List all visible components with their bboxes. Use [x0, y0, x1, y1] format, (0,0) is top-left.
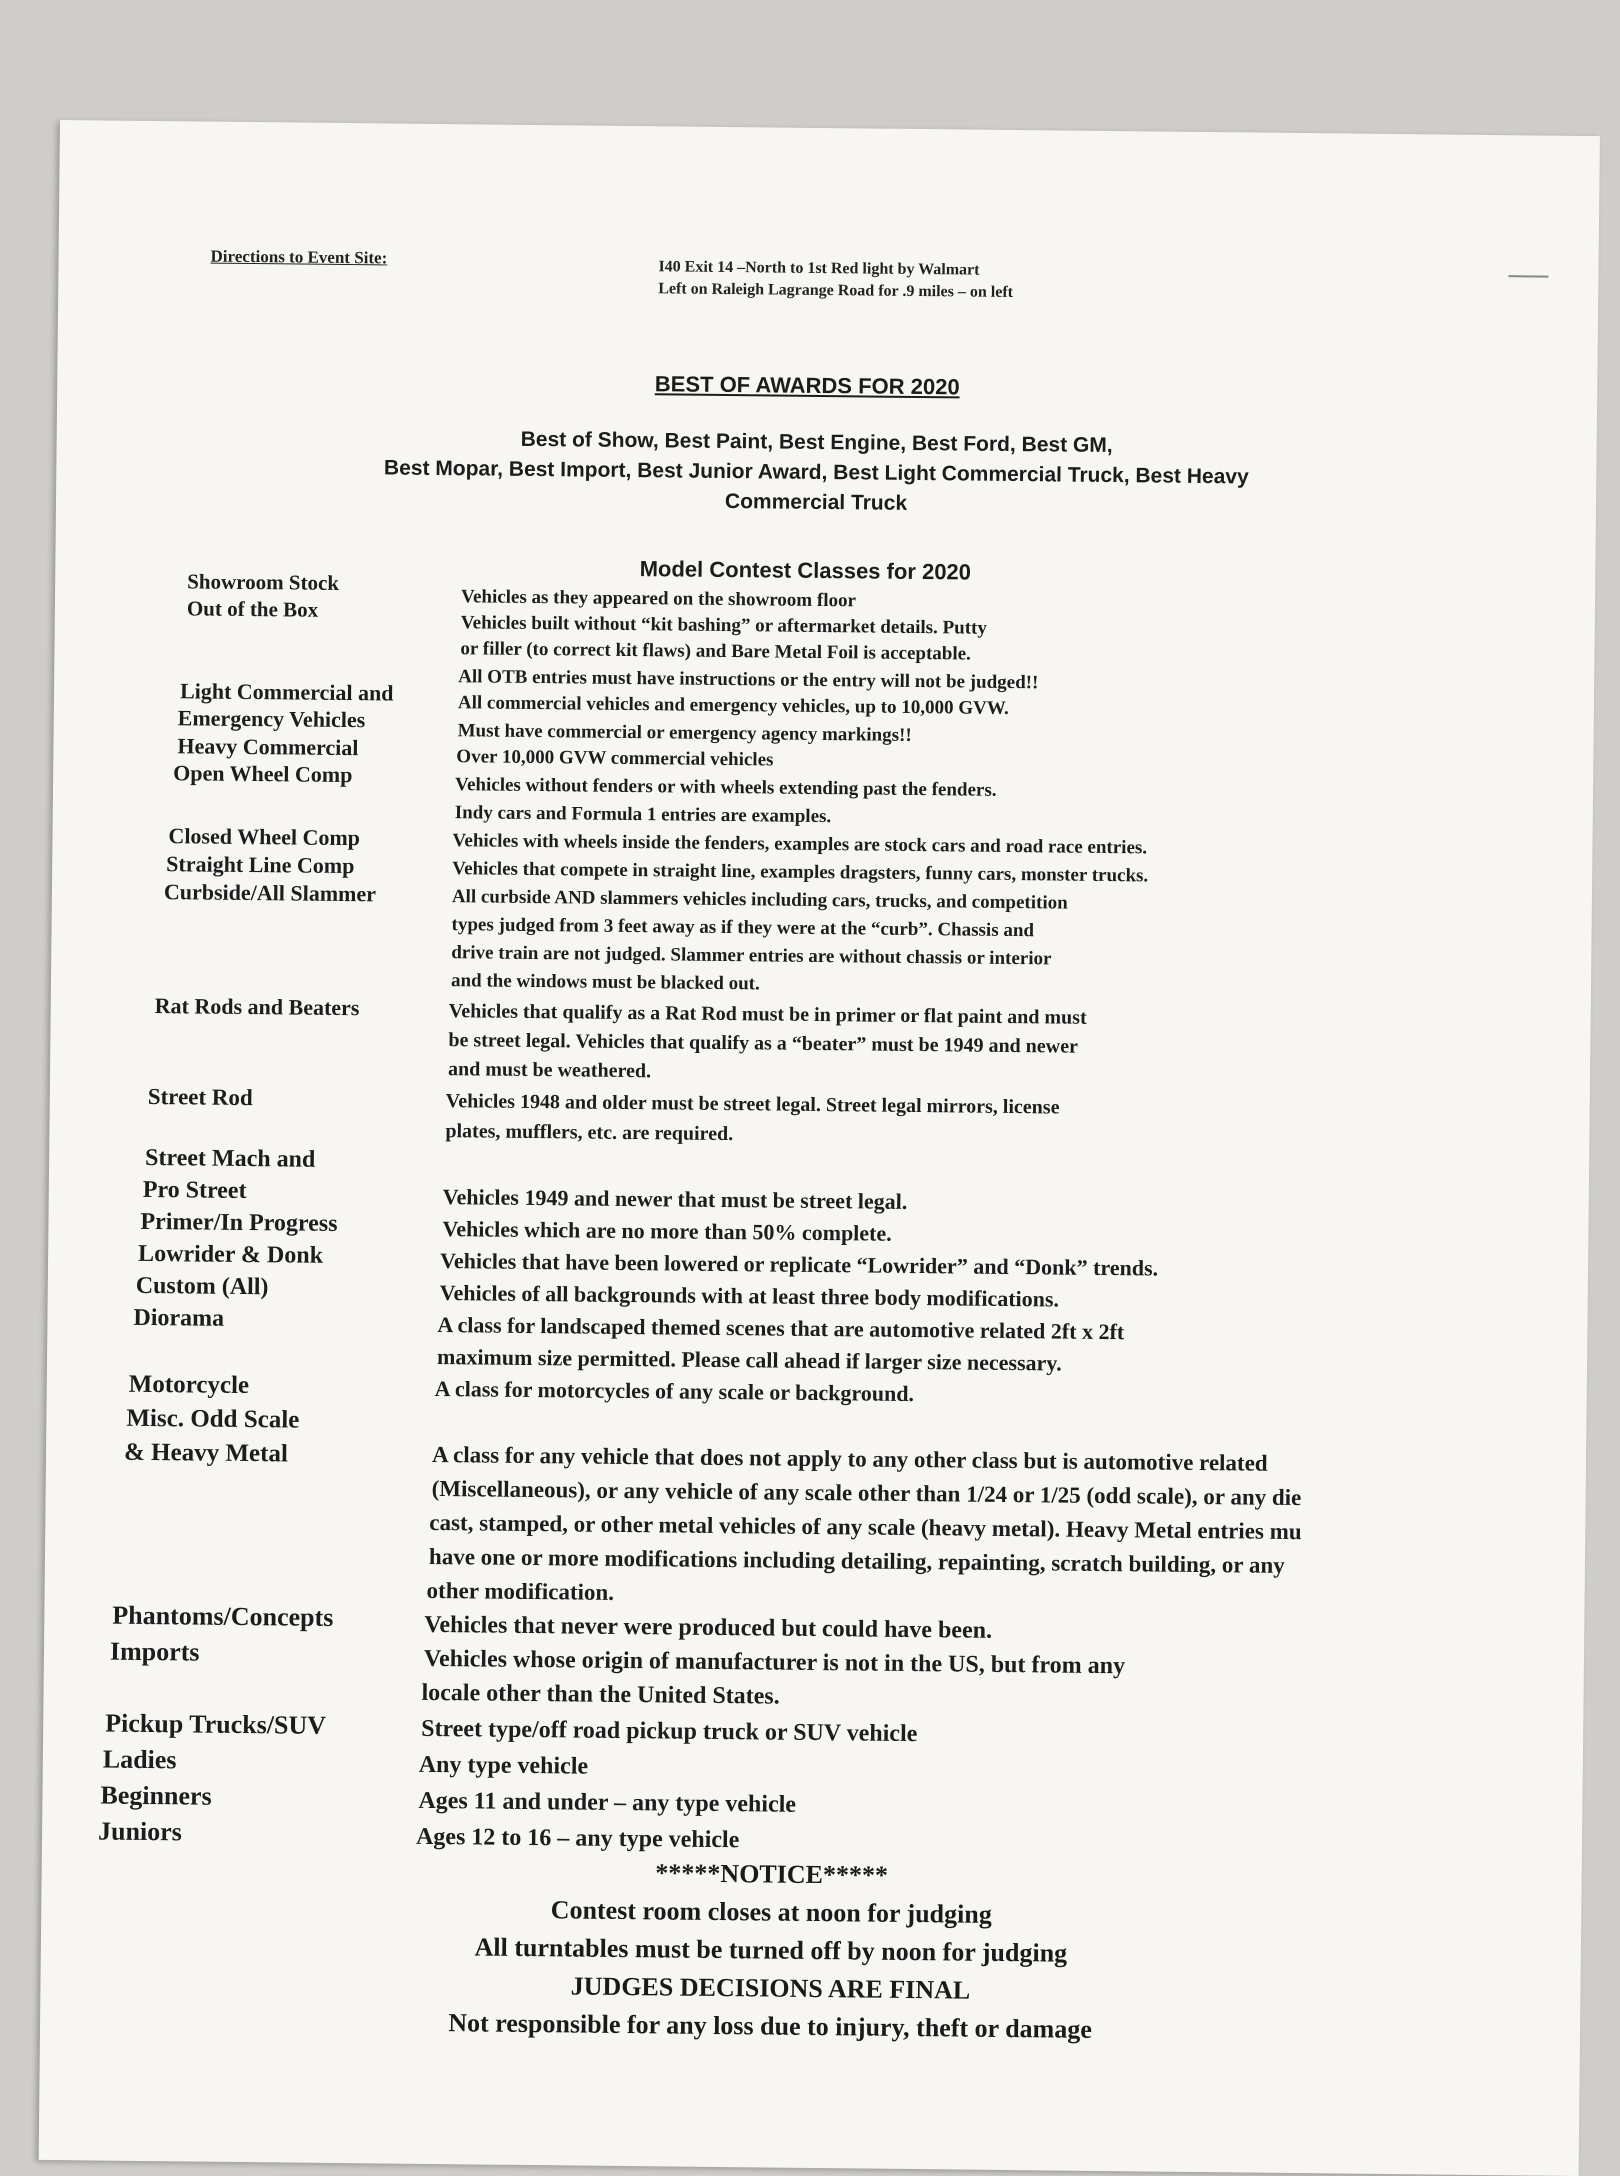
- class-name: Open Wheel Comp: [173, 760, 353, 788]
- directions-line-2: Left on Raleigh Lagrange Road for .9 miles – on left: [658, 280, 1014, 301]
- class-description: drive train are not judged. Slammer entries are without chassis or interior: [451, 942, 1052, 970]
- class-name: Showroom Stock: [187, 569, 340, 595]
- class-description: Vehicles of all backgrounds with at least three body modifications.: [439, 1280, 1060, 1312]
- class-description: Must have commercial or emergency agency markings!!: [457, 720, 912, 746]
- class-name: Primer/In Progress: [140, 1208, 338, 1237]
- directions-line-1: I40 Exit 14 –North to 1st Red light by Walmart: [658, 258, 980, 279]
- class-description: maximum size permitted. Please call ahead if larger size necessary.: [436, 1344, 1062, 1376]
- class-description: Vehicles with wheels inside the fenders, examples are stock cars and road race entries.: [452, 830, 1148, 859]
- class-description: All OTB entries must have instructions or the entry will not be judged!!: [458, 666, 1039, 694]
- class-description: Vehicles whose origin of manufacturer is not in the US, but from any: [423, 1645, 1126, 1680]
- class-description: Vehicles which are no more than 50% complete.: [442, 1216, 892, 1246]
- class-name: Out of the Box: [186, 596, 319, 622]
- class-name: Motorcycle: [128, 1370, 250, 1400]
- class-description: Ages 12 to 16 – any type vehicle: [415, 1823, 740, 1854]
- class-name: Juniors: [97, 1816, 183, 1847]
- class-description: Vehicles that qualify as a Rat Rod must be in primer or flat paint and must: [448, 1000, 1087, 1029]
- class-description: and the windows must be blacked out.: [450, 970, 760, 995]
- class-description: Vehicles without fenders or with wheels extending past the fenders.: [454, 774, 997, 801]
- notice-line-3: JUDGES DECISIONS ARE FINAL: [570, 1971, 971, 2005]
- class-description: (Miscellaneous), or any vehicle of any scale other than 1/24 or 1/25 (odd scale), or any die: [431, 1475, 1302, 1511]
- class-name: Street Rod: [147, 1083, 253, 1111]
- class-description: All commercial vehicles and emergency vehicles, up to 10,000 GVW.: [457, 692, 1009, 719]
- class-name: Emergency Vehicles: [177, 705, 366, 733]
- class-description: Vehicles 1948 and older must be street legal. Street legal mirrors, license: [445, 1090, 1060, 1119]
- class-description: be street legal. Vehicles that qualify as a “beater” must be 1949 and newer: [448, 1029, 1079, 1058]
- class-name: Closed Wheel Comp: [168, 823, 361, 851]
- notice-line-1: Contest room closes at noon for judging: [550, 1895, 992, 1929]
- class-description: Vehicles that compete in straight line, examples dragsters, funny cars, monster trucks.: [452, 858, 1149, 887]
- class-description: A class for motorcycles of any scale or background.: [434, 1375, 915, 1407]
- class-description: All curbside AND slammers vehicles including cars, trucks, and competition: [451, 886, 1068, 914]
- class-name: & Heavy Metal: [123, 1438, 289, 1468]
- class-name: Custom (All): [135, 1272, 269, 1301]
- class-description: Over 10,000 GVW commercial vehicles: [456, 746, 774, 771]
- class-name: Heavy Commercial: [177, 733, 359, 761]
- class-name: Light Commercial and: [179, 678, 394, 706]
- class-name: Curbside/All Slammer: [163, 879, 377, 907]
- class-name: Pickup Trucks/SUV: [105, 1708, 327, 1740]
- class-name: Straight Line Comp: [166, 851, 355, 879]
- awards-title: BEST OF AWARDS FOR 2020: [654, 371, 960, 400]
- class-name: Ladies: [102, 1744, 177, 1775]
- class-description: Vehicles 1949 and newer that must be street legal.: [442, 1184, 908, 1214]
- class-name: Imports: [109, 1636, 200, 1667]
- awards-list: [236, 422, 1397, 524]
- awards-line-3: Commercial Truck: [724, 489, 908, 515]
- class-description: Vehicles that have been lowered or replicate “Lowrider” and “Donk” trends.: [439, 1248, 1159, 1281]
- class-name: Rat Rods and Beaters: [154, 993, 360, 1021]
- margin-mark: [1508, 275, 1548, 277]
- class-description: A class for any vehicle that does not apply to any other class but is automotive related: [431, 1441, 1268, 1476]
- class-description: Vehicles as they appeared on the showroom floor: [460, 586, 857, 612]
- class-description: plates, mufflers, etc. are required.: [445, 1120, 734, 1146]
- class-description: Ages 11 and under – any type vehicle: [418, 1787, 797, 1818]
- class-name: Diorama: [133, 1304, 225, 1332]
- class-description: Vehicles that never were produced but could have been.: [424, 1611, 993, 1644]
- class-name: Phantoms/Concepts: [112, 1600, 334, 1632]
- flyer-page: [39, 120, 1600, 2176]
- class-name: Pro Street: [142, 1176, 247, 1205]
- class-description: Street type/off road pickup truck or SUV vehicle: [421, 1715, 918, 1748]
- notice-heading: *****NOTICE*****: [655, 1858, 889, 1890]
- class-name: Street Mach and: [144, 1144, 316, 1173]
- class-description: cast, stamped, or other metal vehicles of any scale (heavy metal). Heavy Metal entries mu: [429, 1509, 1302, 1545]
- class-description: Indy cars and Formula 1 entries are examples.: [454, 802, 832, 828]
- directions-label: Directions to Event Site:: [210, 246, 388, 268]
- directions-text: [658, 256, 1013, 304]
- class-description: have one or more modifications including detailing, repainting, scratch building, or any: [428, 1543, 1285, 1578]
- notice-line-2: All turntables must be turned off by noon for judging: [474, 1932, 1068, 1968]
- awards-line-2: Best Mopar, Best Import, Best Junior Award, Best Light Commercial Truck, Best Heavy: [383, 456, 1249, 489]
- class-name: Misc. Odd Scale: [126, 1404, 300, 1434]
- class-description: or filler (to correct kit flaws) and Bare Metal Foil is acceptable.: [460, 638, 971, 665]
- awards-line-1: Best of Show, Best Paint, Best Engine, Best Ford, Best GM,: [520, 427, 1113, 458]
- class-description: locale other than the United States.: [421, 1679, 780, 1710]
- class-description: types judged from 3 feet away as if they were at the “curb”. Chassis and: [451, 914, 1035, 942]
- classes-title: Model Contest Classes for 2020: [639, 556, 972, 585]
- class-description: Any type vehicle: [418, 1751, 589, 1780]
- class-description: A class for landscaped themed scenes that are automotive related 2ft x 2ft: [437, 1312, 1125, 1345]
- class-description: and must be weathered.: [447, 1058, 652, 1083]
- notice-line-4: Not responsible for any loss due to injury, theft or damage: [448, 2008, 1092, 2044]
- class-description: Vehicles built without “kit bashing” or aftermarket details. Putty: [460, 612, 988, 639]
- class-description: other modification.: [426, 1577, 615, 1605]
- class-name: Lowrider & Donk: [137, 1240, 324, 1269]
- class-name: Beginners: [100, 1780, 212, 1811]
